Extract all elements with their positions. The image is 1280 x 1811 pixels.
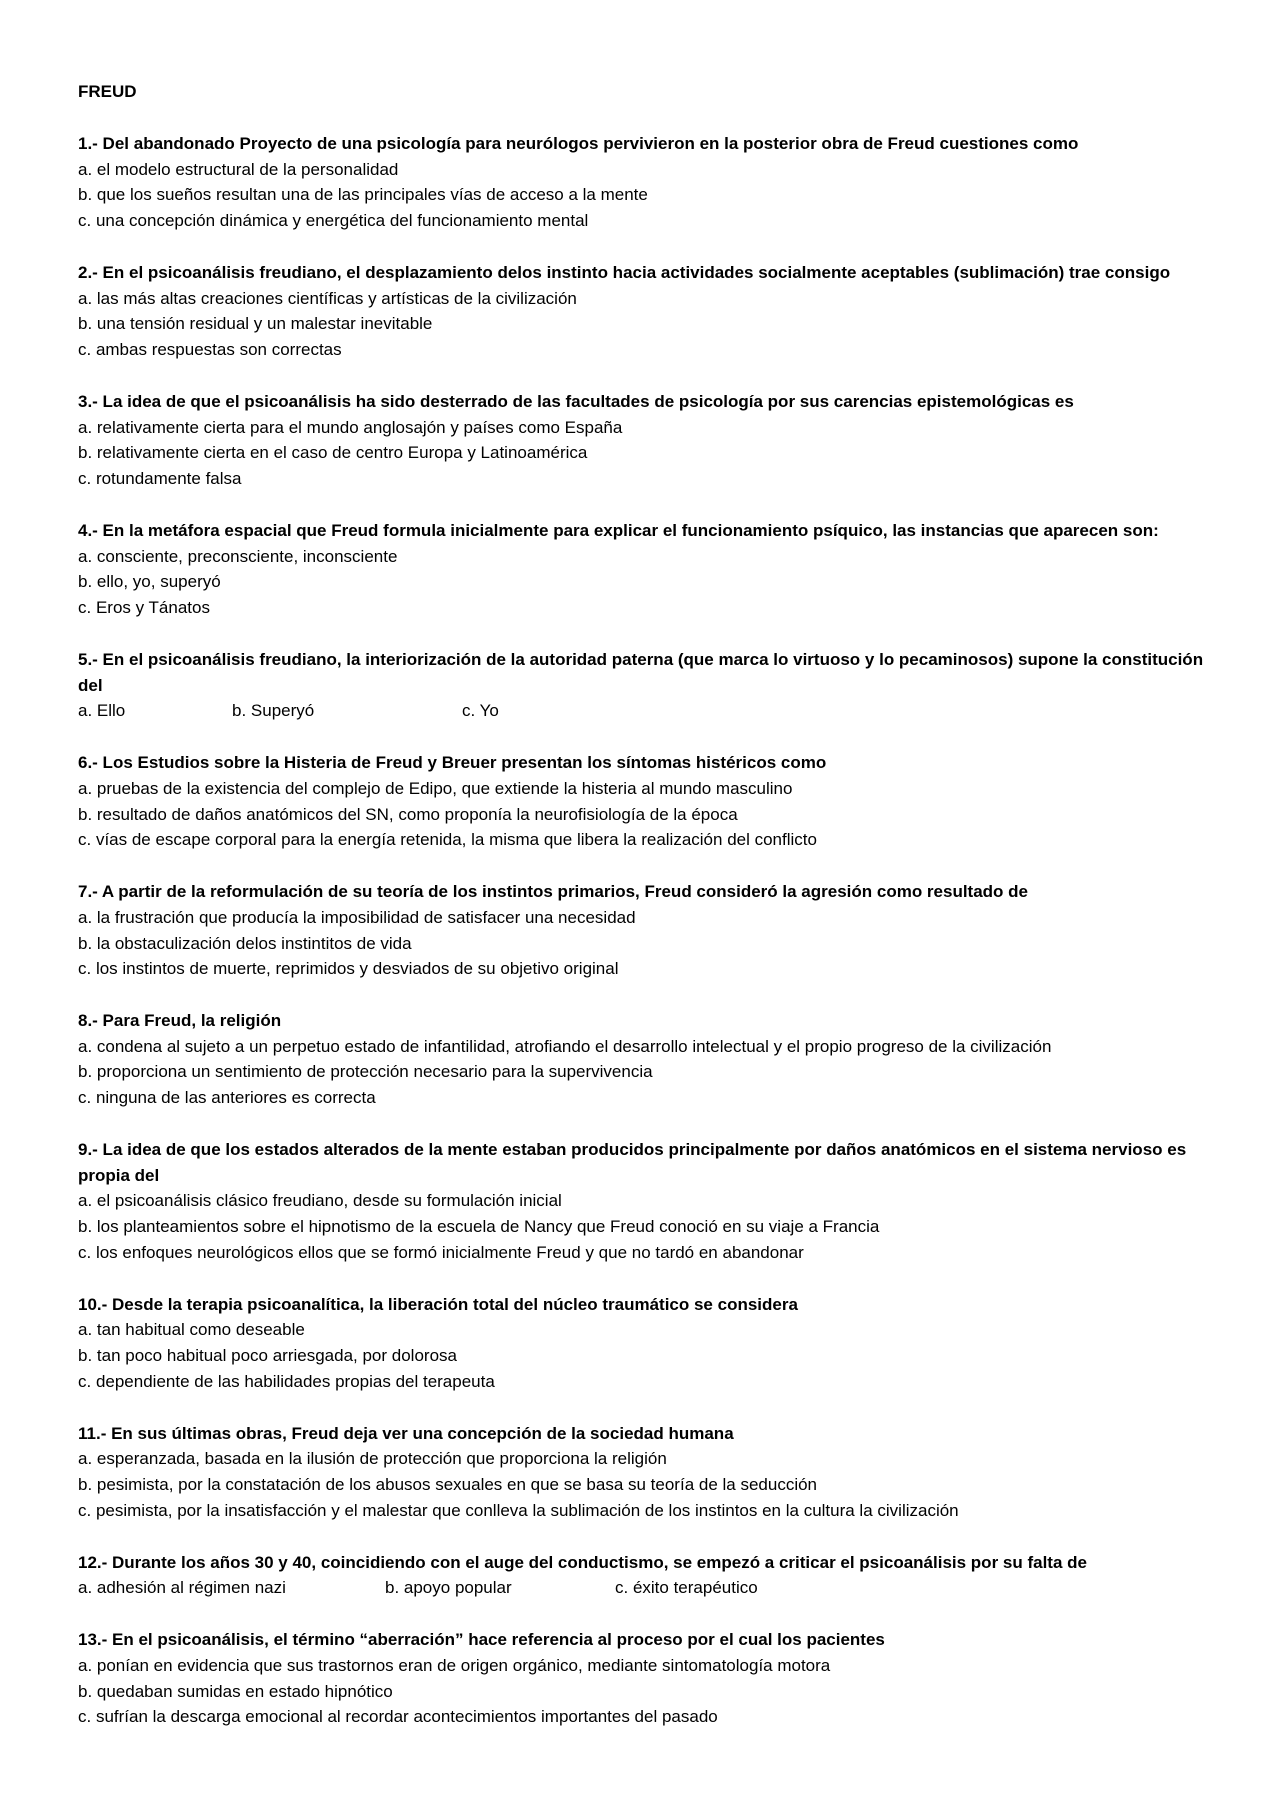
option-c: c. éxito terapéutico (615, 1578, 758, 1598)
question-text: 12.- Durante los años 30 y 40, coincidiendo con el auge del conductismo, se empezó a criticar el psicoanálisis por su falta de (78, 1552, 1087, 1572)
option-c: c. los instintos de muerte, reprimidos y desviados de su objetivo original (78, 959, 619, 979)
option-a: a. ponían en evidencia que sus trastornos eran de origen orgánico, mediante sintomatología motora (78, 1655, 831, 1675)
question-text: 13.- En el psicoanálisis, el término “aberración” hace referencia al proceso por el cual los pacientes (78, 1630, 885, 1650)
question-4 (78, 518, 1208, 621)
question-text: 4.- En la metáfora espacial que Freud formula inicialmente para explicar el funcionamiento psíquico, las instancias que aparecen son: (78, 520, 1159, 540)
option-c: c. rotundamente falsa (78, 469, 242, 489)
question-8 (78, 1008, 1208, 1111)
option-c: c. una concepción dinámica y energética del funcionamiento mental (78, 211, 589, 231)
option-a: a. relativamente cierta para el mundo anglosajón y países como España (78, 417, 623, 437)
option-b: b. apoyo popular (385, 1578, 512, 1598)
question-text: 1.- Del abandonado Proyecto de una psicología para neurólogos pervivieron en la posterior obra de Freud cuestiones como (78, 133, 1079, 153)
option-b: b. que los sueños resultan una de las principales vías de acceso a la mente (78, 185, 648, 205)
option-c: c. Yo (462, 701, 499, 721)
question-text: 7.- A partir de la reformulación de su teoría de los instintos primarios, Freud consideró la agresión como resultado de (78, 881, 1029, 901)
option-b: b. proporciona un sentimiento de protección necesario para la supervivencia (78, 1062, 653, 1082)
question-2 (78, 260, 1208, 363)
option-b: b. Superyó (232, 701, 315, 721)
option-a: a. adhesión al régimen nazi (78, 1578, 286, 1598)
question-10 (78, 1292, 1208, 1395)
options-row (78, 698, 1208, 724)
option-c: c. vías de escape corporal para la energía retenida, la misma que libera la realización del conflicto (78, 830, 817, 850)
option-a: a. pruebas de la existencia del complejo de Edipo, que extiende la histeria al mundo masculino (78, 778, 793, 798)
options-row (78, 1575, 1208, 1601)
option-a: a. la frustración que producía la imposibilidad de satisfacer una necesidad (78, 907, 636, 927)
document-content (78, 79, 1208, 1756)
option-b: b. pesimista, por la constatación de los abusos sexuales en que se basa su teoría de la seducción (78, 1475, 818, 1495)
option-c: c. pesimista, por la insatisfacción y el malestar que conlleva la sublimación de los instintos en la cultura la civilización (78, 1501, 959, 1521)
option-c: c. los enfoques neurológicos ellos que se formó inicialmente Freud y que no tardó en abandonar (78, 1243, 804, 1263)
option-b: b. una tensión residual y un malestar inevitable (78, 314, 433, 334)
option-a: a. Ello (78, 701, 126, 721)
question-7 (78, 879, 1208, 982)
option-a: a. esperanzada, basada en la ilusión de protección que proporciona la religión (78, 1449, 667, 1469)
option-c: c. ninguna de las anteriores es correcta (78, 1088, 376, 1108)
option-a: a. condena al sujeto a un perpetuo estado de infantilidad, atrofiando el desarrollo intelectual y el propio progreso de la civilización (78, 1036, 1052, 1056)
option-b: b. ello, yo, superyó (78, 572, 221, 592)
option-b: b. los planteamientos sobre el hipnotismo de la escuela de Nancy que Freud conoció en su viaje a Francia (78, 1217, 880, 1237)
question-13 (78, 1627, 1208, 1730)
question-6 (78, 750, 1208, 853)
option-c: c. dependiente de las habilidades propias del terapeuta (78, 1372, 495, 1392)
document-title: FREUD (78, 82, 137, 101)
question-11 (78, 1421, 1208, 1524)
option-a: a. tan habitual como deseable (78, 1320, 305, 1340)
option-a: a. el modelo estructural de la personalidad (78, 159, 399, 179)
option-c: c. ambas respuestas son correctas (78, 340, 342, 360)
option-b: b. tan poco habitual poco arriesgada, por dolorosa (78, 1346, 457, 1366)
option-c: c. sufrían la descarga emocional al recordar acontecimientos importantes del pasado (78, 1707, 718, 1727)
option-a: a. el psicoanálisis clásico freudiano, desde su formulación inicial (78, 1191, 562, 1211)
question-3 (78, 389, 1208, 492)
option-a: a. consciente, preconsciente, inconsciente (78, 546, 398, 566)
question-text: 8.- Para Freud, la religión (78, 1010, 282, 1030)
question-9 (78, 1137, 1208, 1266)
question-text: 3.- La idea de que el psicoanálisis ha sido desterrado de las facultades de psicología por sus carencias epistemológicas es (78, 391, 1074, 411)
question-text: 5.- En el psicoanálisis freudiano, la interiorización de la autoridad paterna (que marca lo virtuoso y lo pecaminosos) supone la constitución del (78, 649, 1204, 695)
question-5 (78, 647, 1208, 724)
question-1 (78, 131, 1208, 234)
question-text: 2.- En el psicoanálisis freudiano, el desplazamiento delos instinto hacia actividades socialmente aceptables (sublimación) trae consigo (78, 262, 1171, 282)
option-b: b. resultado de daños anatómicos del SN, como proponía la neurofisiología de la época (78, 804, 738, 824)
option-b: b. relativamente cierta en el caso de centro Europa y Latinoamérica (78, 443, 588, 463)
question-12 (78, 1550, 1208, 1602)
question-text: 10.- Desde la terapia psicoanalítica, la liberación total del núcleo traumático se considera (78, 1294, 798, 1314)
option-c: c. Eros y Tánatos (78, 598, 210, 618)
question-text: 6.- Los Estudios sobre la Histeria de Freud y Breuer presentan los síntomas histéricos como (78, 752, 827, 772)
option-a: a. las más altas creaciones científicas y artísticas de la civilización (78, 288, 577, 308)
option-b: b. quedaban sumidas en estado hipnótico (78, 1681, 393, 1701)
option-b: b. la obstaculización delos instintitos de vida (78, 933, 412, 953)
question-text: 9.- La idea de que los estados alterados de la mente estaban producidos principalmente por daños anatómicos en el sistema nervioso es propia del (78, 1139, 1187, 1185)
question-text: 11.- En sus últimas obras, Freud deja ver una concepción de la sociedad humana (78, 1423, 734, 1443)
